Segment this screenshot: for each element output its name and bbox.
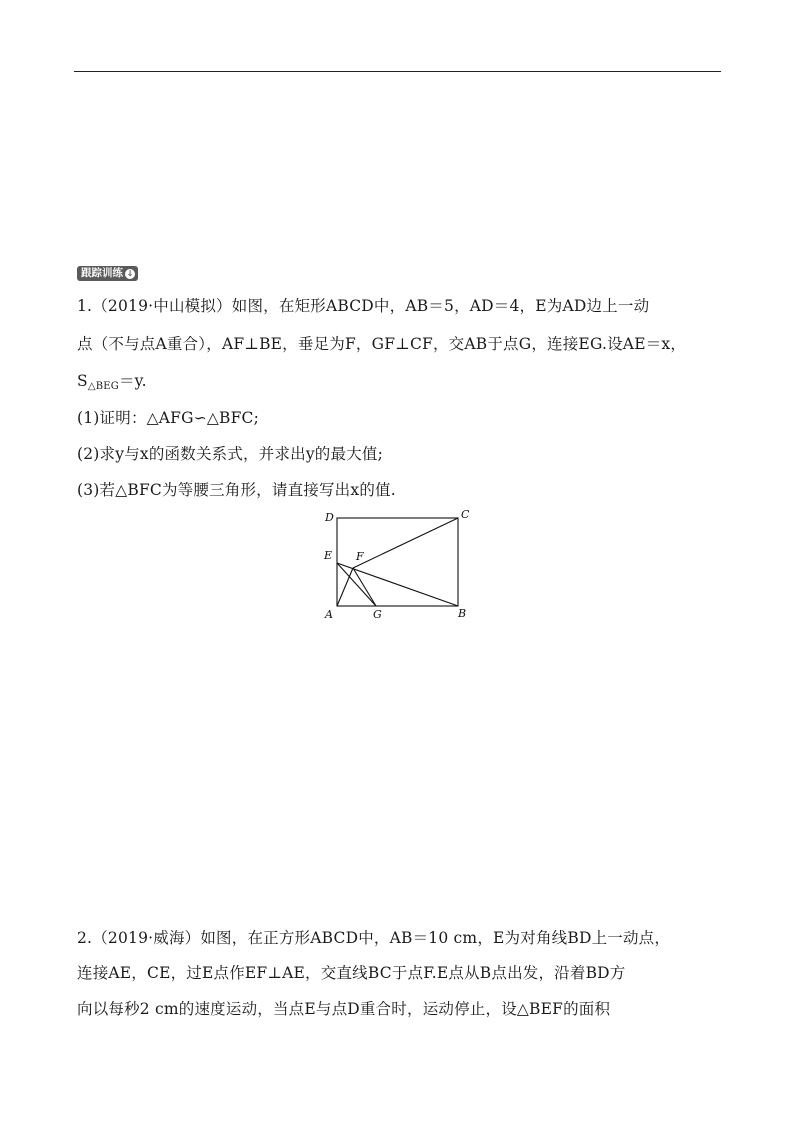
problem1-question3: (3)若△BFC为等腰三角形，请直接写出x的值. [77, 481, 396, 499]
label-g: G [373, 608, 382, 621]
header-rule [74, 71, 721, 72]
segment-cf [353, 518, 458, 568]
problem1-question2: (2)求y与x的函数关系式，并求出y的最大值; [77, 445, 384, 463]
problem1-line3 [77, 369, 147, 392]
label-e: E [324, 549, 333, 562]
problem1-line1: 1.（2019·中山模拟）如图，在矩形ABCD中，AB＝5，AD＝4，E为AD边上一动 [77, 297, 650, 315]
arrow-down-icon: ↓ [126, 268, 134, 278]
geometry-figure [318, 506, 478, 626]
segment-be [337, 563, 458, 606]
problem2-line2: 连接AE，CE，过E点作EF⊥AE，交直线BC于点F.E点从B点出发，沿着BD方 [77, 964, 626, 982]
segment-af [337, 568, 353, 606]
label-a: A [325, 608, 333, 621]
problem2-line3: 向以每秒2 cm的速度运动，当点E与点D重合时，运动停止，设△BEF的面积 [77, 1000, 611, 1018]
area-symbol: S [77, 372, 88, 390]
segment-fg [353, 568, 376, 606]
label-c: C [461, 508, 470, 521]
problem2-line1: 2.（2019·威海）如图，在正方形ABCD中，AB＝10 cm，E为对角线BD上一动点， [77, 929, 671, 947]
label-f: F [356, 550, 364, 563]
problem1-question1: (1)证明：△AFG∽△BFC; [77, 409, 260, 427]
rectangle-diagram [318, 506, 478, 626]
section-badge [77, 266, 138, 281]
problem1-line2: 点（不与点A重合），AF⊥BE，垂足为F，GF⊥CF，交AB于点G，连接EG.设AE＝x， [77, 335, 687, 353]
label-b: B [458, 607, 467, 620]
label-d: D [325, 511, 334, 524]
area-equals: ＝y. [118, 372, 147, 390]
area-subscript: △BEG [87, 381, 119, 392]
section-badge-label: 跟踪训练 [81, 267, 123, 279]
